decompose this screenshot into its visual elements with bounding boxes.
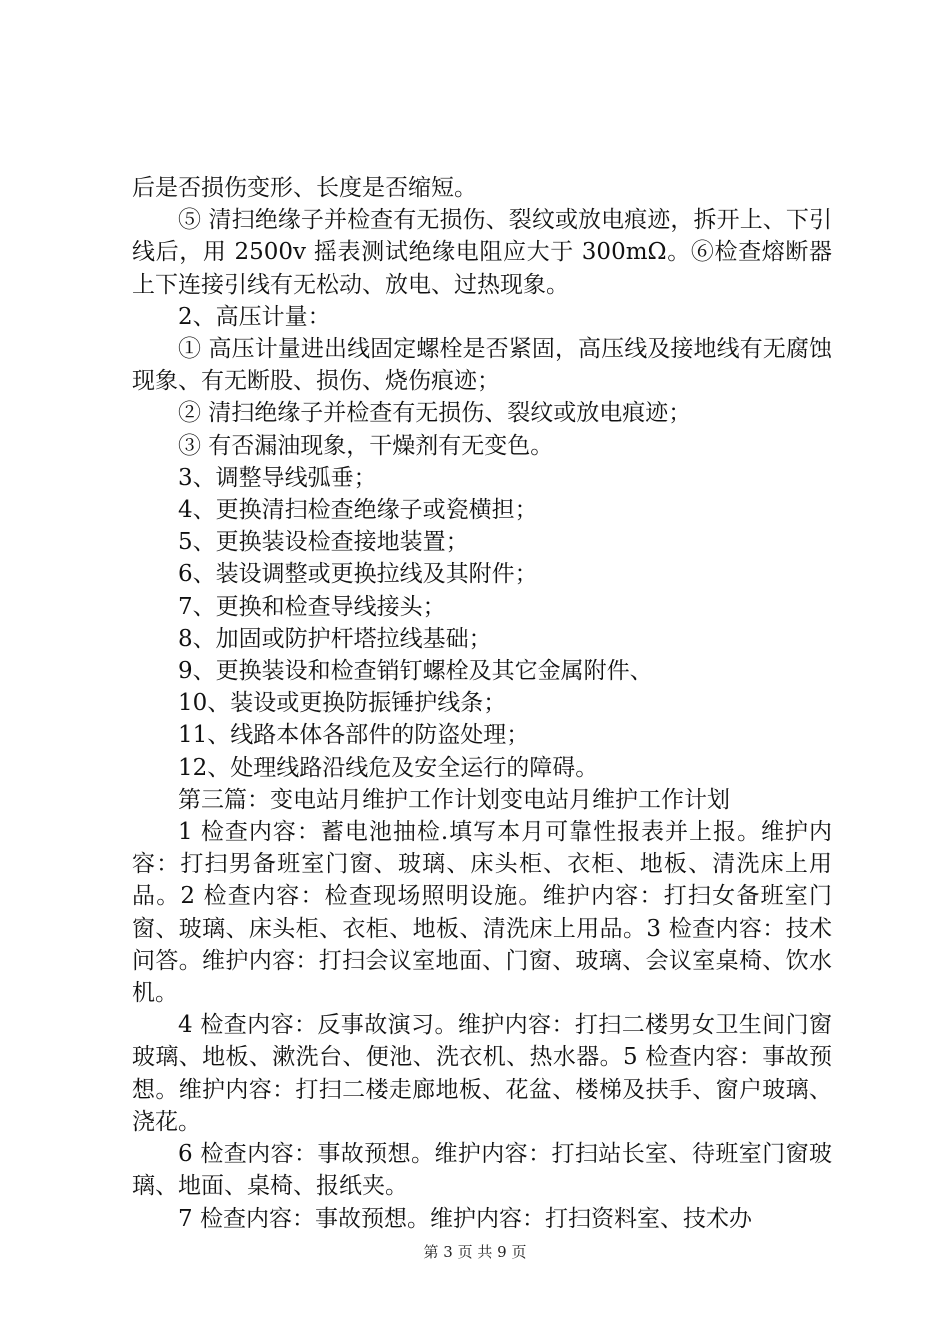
page-number-footer: 第 3 页 共 9 页 — [423, 1243, 527, 1261]
list-item: 8、加固或防护杆塔拉线基础； — [178, 625, 492, 652]
section-heading: 2、高压计量： — [178, 303, 331, 330]
paragraph: ③ 有否漏油现象，干燥剂有无变色。 — [178, 432, 554, 459]
list-item: 4、更换清扫检查绝缘子或瓷横担； — [178, 497, 538, 524]
paragraph: 6 检查内容：事故预想。维护内容：打扫站长室、待班室门窗玻璃、地面、桌椅、报纸夹。 — [132, 1141, 832, 1200]
list-item: 7、更换和检查导线接头； — [178, 593, 446, 620]
paragraph: ⑤ 清扫绝缘子并检查有无损伤、裂纹或放电痕迹，拆开上、下引线后，用 2500v 摇表测试绝缘电阻应大于 300mΩ。⑥检查熔断器上下连接引线有无松动、放电、过热现象。 — [132, 207, 832, 298]
list-item: 5、更换装设检查接地装置； — [178, 529, 469, 556]
paragraph: 4 检查内容：反事故演习。维护内容：打扫二楼男女卫生间门窗玻璃、地板、漱洗台、便池、洗衣机、热水器。5 检查内容：事故预想。维护内容：打扫二楼走廊地板、花盆、楼梯及扶手、窗户玻璃、浇花。 — [132, 1012, 832, 1135]
document-body — [132, 172, 832, 1235]
paragraph: ② 清扫绝缘子并检查有无损伤、裂纹或放电痕迹； — [178, 400, 692, 427]
list-item: 3、调整导线弧垂； — [178, 464, 377, 491]
list-item: 9、更换装设和检查销钉螺栓及其它金属附件、 — [178, 658, 653, 685]
paragraph: 1 检查内容：蓄电池抽检.填写本月可靠性报表并上报。维护内容：打扫男备班室门窗、玻璃、床头柜、衣柜、地板、清洗床上用品。2 检查内容：检查现场照明设施。维护内容：打扫女备班室门窗、玻璃、床头柜、衣柜、地板、清洗床上用品。3 检查内容：技术问答。维护内容：打扫会议室地面、门窗、玻璃、会议室桌椅、饮水机。 — [132, 819, 832, 1007]
list-item: 12、处理线路沿线危及安全运行的障碍。 — [178, 754, 599, 781]
list-item: 11、线路本体各部件的防盗处理； — [178, 722, 530, 749]
list-item: 10、装设或更换防振锤护线条； — [178, 690, 507, 717]
list-item: 6、装设调整或更换拉线及其附件； — [178, 561, 538, 588]
paragraph: ① 高压计量进出线固定螺栓是否紧固，高压线及接地线有无腐蚀现象、有无断股、损伤、烧伤痕迹； — [132, 336, 832, 395]
paragraph: 7 检查内容：事故预想。维护内容：打扫资料室、技术办 — [178, 1205, 752, 1232]
chapter-heading: 第三篇：变电站月维护工作计划变电站月维护工作计划 — [178, 786, 730, 813]
paragraph: 后是否损伤变形、长度是否缩短。 — [132, 175, 477, 201]
